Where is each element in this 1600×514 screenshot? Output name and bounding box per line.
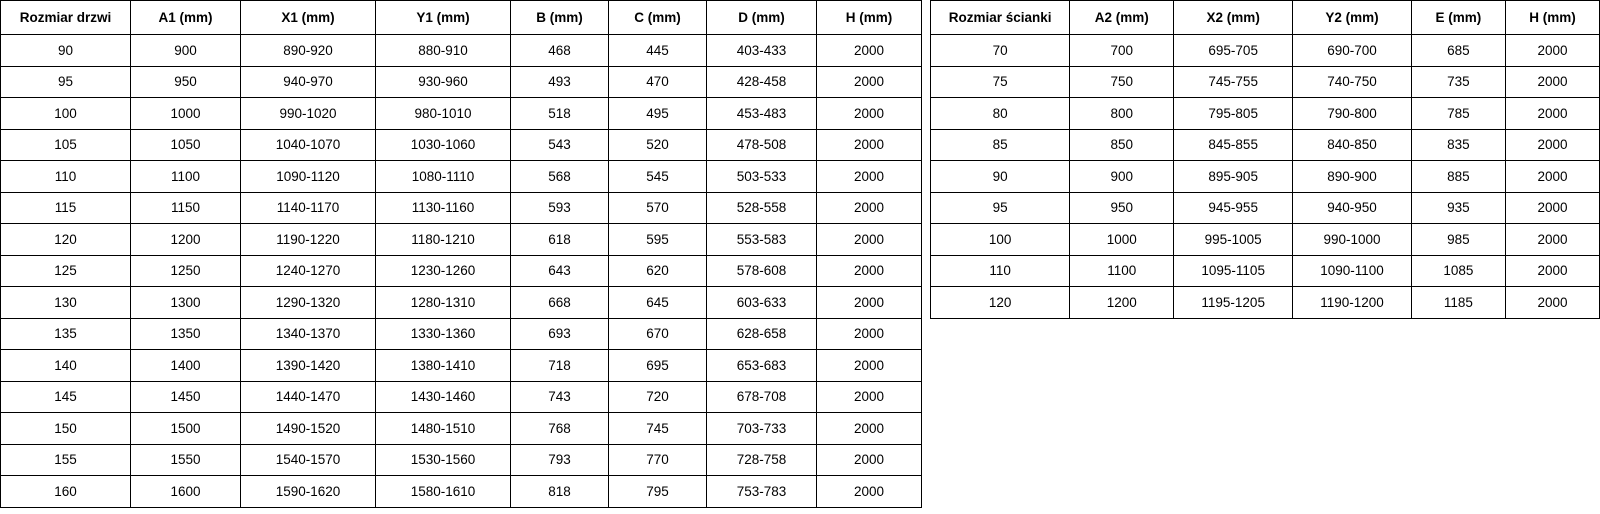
table-cell: 135 (1, 318, 131, 350)
table-cell: 700 (1070, 35, 1174, 67)
table-row (1, 98, 922, 130)
table-cell: 120 (931, 287, 1070, 319)
table-header-row (931, 1, 1600, 35)
table-cell: 595 (609, 224, 707, 256)
table-cell: 520 (609, 129, 707, 161)
table-row (1, 350, 922, 382)
table-cell: 1090-1100 (1293, 255, 1412, 287)
table-cell: 695-705 (1174, 35, 1293, 67)
table-cell: 1280-1310 (376, 287, 511, 319)
table-cell: 2000 (817, 255, 922, 287)
table-cell: 750 (1070, 66, 1174, 98)
table-cell: 155 (1, 444, 131, 476)
table-cell: 2000 (817, 476, 922, 508)
table-cell: 940-950 (1293, 192, 1412, 224)
doors-table-column-header: Y1 (mm) (376, 1, 511, 35)
table-cell: 568 (511, 161, 609, 193)
table-cell: 1300 (131, 287, 241, 319)
table-row (1, 287, 922, 319)
table-cell: 105 (1, 129, 131, 161)
table-row (1, 224, 922, 256)
table-cell: 668 (511, 287, 609, 319)
table-row (1, 66, 922, 98)
table-cell: 2000 (1505, 66, 1599, 98)
table-cell: 1340-1370 (241, 318, 376, 350)
table-cell: 795-805 (1174, 98, 1293, 130)
table-cell: 880-910 (376, 35, 511, 67)
doors-table-column-header: X1 (mm) (241, 1, 376, 35)
table-cell: 950 (131, 66, 241, 98)
table-cell: 645 (609, 287, 707, 319)
table-cell: 2000 (817, 444, 922, 476)
table-cell: 2000 (1505, 35, 1599, 67)
table-cell: 690-700 (1293, 35, 1412, 67)
table-cell: 70 (931, 35, 1070, 67)
table-cell: 620 (609, 255, 707, 287)
table-cell: 1580-1610 (376, 476, 511, 508)
table-cell: 2000 (817, 35, 922, 67)
table-cell: 2000 (817, 413, 922, 445)
table-cell: 1230-1260 (376, 255, 511, 287)
table-cell: 740-750 (1293, 66, 1412, 98)
table-cell: 890-920 (241, 35, 376, 67)
table-cell: 835 (1411, 129, 1505, 161)
table-cell: 2000 (817, 224, 922, 256)
table-cell: 693 (511, 318, 609, 350)
table-cell: 643 (511, 255, 609, 287)
table-cell: 403-433 (707, 35, 817, 67)
table-cell: 2000 (817, 381, 922, 413)
table-cell: 885 (1411, 161, 1505, 193)
table-cell: 1030-1060 (376, 129, 511, 161)
table-cell: 785 (1411, 98, 1505, 130)
table-cell: 935 (1411, 192, 1505, 224)
table-cell: 1200 (131, 224, 241, 256)
table-cell: 1350 (131, 318, 241, 350)
table-cell: 470 (609, 66, 707, 98)
table-cell: 1590-1620 (241, 476, 376, 508)
table-cell: 1100 (131, 161, 241, 193)
doors-table-column-header: Rozmiar drzwi (1, 1, 131, 35)
table-cell: 495 (609, 98, 707, 130)
table-row (931, 287, 1600, 319)
table-cell: 1200 (1070, 287, 1174, 319)
table-cell: 2000 (1505, 129, 1599, 161)
table-cell: 670 (609, 318, 707, 350)
table-cell: 1430-1460 (376, 381, 511, 413)
table-cell: 85 (931, 129, 1070, 161)
table-row (931, 98, 1600, 130)
wall-table-body (931, 35, 1600, 319)
table-cell: 1180-1210 (376, 224, 511, 256)
table-cell: 75 (931, 66, 1070, 98)
table-cell: 428-458 (707, 66, 817, 98)
table-cell: 768 (511, 413, 609, 445)
table-row (1, 255, 922, 287)
table-cell: 990-1000 (1293, 224, 1412, 256)
table-cell: 80 (931, 98, 1070, 130)
table-row (1, 413, 922, 445)
table-cell: 800 (1070, 98, 1174, 130)
table-cell: 850 (1070, 129, 1174, 161)
table-row (1, 476, 922, 508)
table-cell: 2000 (1505, 224, 1599, 256)
table-cell: 2000 (817, 98, 922, 130)
table-cell: 145 (1, 381, 131, 413)
table-cell: 95 (1, 66, 131, 98)
table-cell: 1250 (131, 255, 241, 287)
table-cell: 718 (511, 350, 609, 382)
table-cell: 628-658 (707, 318, 817, 350)
table-cell: 2000 (817, 318, 922, 350)
table-cell: 553-583 (707, 224, 817, 256)
table-row (1, 129, 922, 161)
table-cell: 1290-1320 (241, 287, 376, 319)
table-cell: 1380-1410 (376, 350, 511, 382)
table-cell: 2000 (817, 161, 922, 193)
table-cell: 985 (1411, 224, 1505, 256)
table-cell: 770 (609, 444, 707, 476)
table-cell: 1195-1205 (1174, 287, 1293, 319)
table-cell: 453-483 (707, 98, 817, 130)
table-cell: 1100 (1070, 255, 1174, 287)
table-cell: 1140-1170 (241, 192, 376, 224)
table-cell: 900 (1070, 161, 1174, 193)
table-row (931, 255, 1600, 287)
wall-table-column-header: H (mm) (1505, 1, 1599, 35)
table-cell: 603-633 (707, 287, 817, 319)
table-cell: 1185 (1411, 287, 1505, 319)
table-row (931, 224, 1600, 256)
table-cell: 493 (511, 66, 609, 98)
table-row (931, 192, 1600, 224)
table-cell: 545 (609, 161, 707, 193)
wall-table-container (930, 0, 1600, 319)
table-cell: 695 (609, 350, 707, 382)
table-cell: 2000 (817, 192, 922, 224)
table-row (931, 35, 1600, 67)
table-cell: 685 (1411, 35, 1505, 67)
table-cell: 1400 (131, 350, 241, 382)
table-cell: 125 (1, 255, 131, 287)
table-cell: 1490-1520 (241, 413, 376, 445)
table-cell: 2000 (817, 66, 922, 98)
wall-table-column-header: Y2 (mm) (1293, 1, 1412, 35)
table-cell: 930-960 (376, 66, 511, 98)
table-row (931, 129, 1600, 161)
table-cell: 1090-1120 (241, 161, 376, 193)
table-cell: 528-558 (707, 192, 817, 224)
table-cell: 140 (1, 350, 131, 382)
table-cell: 790-800 (1293, 98, 1412, 130)
table-header-row (1, 1, 922, 35)
table-cell: 90 (1, 35, 131, 67)
table-cell: 720 (609, 381, 707, 413)
table-cell: 2000 (1505, 161, 1599, 193)
table-cell: 728-758 (707, 444, 817, 476)
wall-table-head (931, 1, 1600, 35)
table-cell: 900 (131, 35, 241, 67)
doors-table-column-header: H (mm) (817, 1, 922, 35)
table-cell: 570 (609, 192, 707, 224)
table-cell: 2000 (817, 287, 922, 319)
table-cell: 1390-1420 (241, 350, 376, 382)
table-cell: 745 (609, 413, 707, 445)
table-cell: 950 (1070, 192, 1174, 224)
table-cell: 110 (1, 161, 131, 193)
table-cell: 160 (1, 476, 131, 508)
table-cell: 100 (931, 224, 1070, 256)
table-cell: 95 (931, 192, 1070, 224)
table-cell: 1500 (131, 413, 241, 445)
table-cell: 1190-1220 (241, 224, 376, 256)
table-cell: 1040-1070 (241, 129, 376, 161)
table-cell: 90 (931, 161, 1070, 193)
table-cell: 2000 (817, 129, 922, 161)
table-row (1, 381, 922, 413)
table-cell: 995-1005 (1174, 224, 1293, 256)
table-cell: 2000 (1505, 192, 1599, 224)
table-row (931, 161, 1600, 193)
table-cell: 130 (1, 287, 131, 319)
table-cell: 1440-1470 (241, 381, 376, 413)
wall-table-column-header: Rozmiar ścianki (931, 1, 1070, 35)
table-cell: 940-970 (241, 66, 376, 98)
table-row (1, 444, 922, 476)
table-cell: 678-708 (707, 381, 817, 413)
table-cell: 1095-1105 (1174, 255, 1293, 287)
table-cell: 1000 (1070, 224, 1174, 256)
table-cell: 503-533 (707, 161, 817, 193)
doors-table-head (1, 1, 922, 35)
table-cell: 945-955 (1174, 192, 1293, 224)
table-row (1, 35, 922, 67)
table-cell: 743 (511, 381, 609, 413)
table-cell: 1130-1160 (376, 192, 511, 224)
table-cell: 593 (511, 192, 609, 224)
doors-table-column-header: C (mm) (609, 1, 707, 35)
table-cell: 745-755 (1174, 66, 1293, 98)
wall-table-column-header: A2 (mm) (1070, 1, 1174, 35)
table-cell: 895-905 (1174, 161, 1293, 193)
table-cell: 653-683 (707, 350, 817, 382)
table-cell: 795 (609, 476, 707, 508)
table-cell: 120 (1, 224, 131, 256)
table-cell: 1330-1360 (376, 318, 511, 350)
table-row (1, 192, 922, 224)
table-cell: 478-508 (707, 129, 817, 161)
table-cell: 753-783 (707, 476, 817, 508)
wall-table-column-header: X2 (mm) (1174, 1, 1293, 35)
table-cell: 1190-1200 (1293, 287, 1412, 319)
table-cell: 890-900 (1293, 161, 1412, 193)
doors-table-column-header: B (mm) (511, 1, 609, 35)
table-cell: 1600 (131, 476, 241, 508)
doors-table-column-header: A1 (mm) (131, 1, 241, 35)
table-cell: 1550 (131, 444, 241, 476)
wall-table-column-header: E (mm) (1411, 1, 1505, 35)
table-cell: 1540-1570 (241, 444, 376, 476)
table-cell: 1480-1510 (376, 413, 511, 445)
table-cell: 1080-1110 (376, 161, 511, 193)
table-cell: 2000 (1505, 98, 1599, 130)
table-cell: 1240-1270 (241, 255, 376, 287)
table-cell: 1150 (131, 192, 241, 224)
table-cell: 468 (511, 35, 609, 67)
table-cell: 578-608 (707, 255, 817, 287)
table-cell: 703-733 (707, 413, 817, 445)
table-cell: 2000 (1505, 255, 1599, 287)
table-cell: 735 (1411, 66, 1505, 98)
table-cell: 518 (511, 98, 609, 130)
table-row (1, 161, 922, 193)
wall-dimensions-table (930, 0, 1600, 319)
table-cell: 840-850 (1293, 129, 1412, 161)
table-cell: 793 (511, 444, 609, 476)
table-cell: 845-855 (1174, 129, 1293, 161)
table-cell: 618 (511, 224, 609, 256)
table-cell: 1050 (131, 129, 241, 161)
doors-table-body (1, 35, 922, 508)
table-cell: 100 (1, 98, 131, 130)
table-cell: 150 (1, 413, 131, 445)
table-cell: 1085 (1411, 255, 1505, 287)
doors-table-column-header: D (mm) (707, 1, 817, 35)
table-cell: 818 (511, 476, 609, 508)
table-cell: 2000 (817, 350, 922, 382)
table-cell: 980-1010 (376, 98, 511, 130)
table-cell: 1450 (131, 381, 241, 413)
table-row (931, 66, 1600, 98)
table-cell: 2000 (1505, 287, 1599, 319)
table-cell: 115 (1, 192, 131, 224)
table-cell: 110 (931, 255, 1070, 287)
table-cell: 990-1020 (241, 98, 376, 130)
table-cell: 1530-1560 (376, 444, 511, 476)
table-row (1, 318, 922, 350)
table-cell: 543 (511, 129, 609, 161)
table-cell: 445 (609, 35, 707, 67)
table-cell: 1000 (131, 98, 241, 130)
